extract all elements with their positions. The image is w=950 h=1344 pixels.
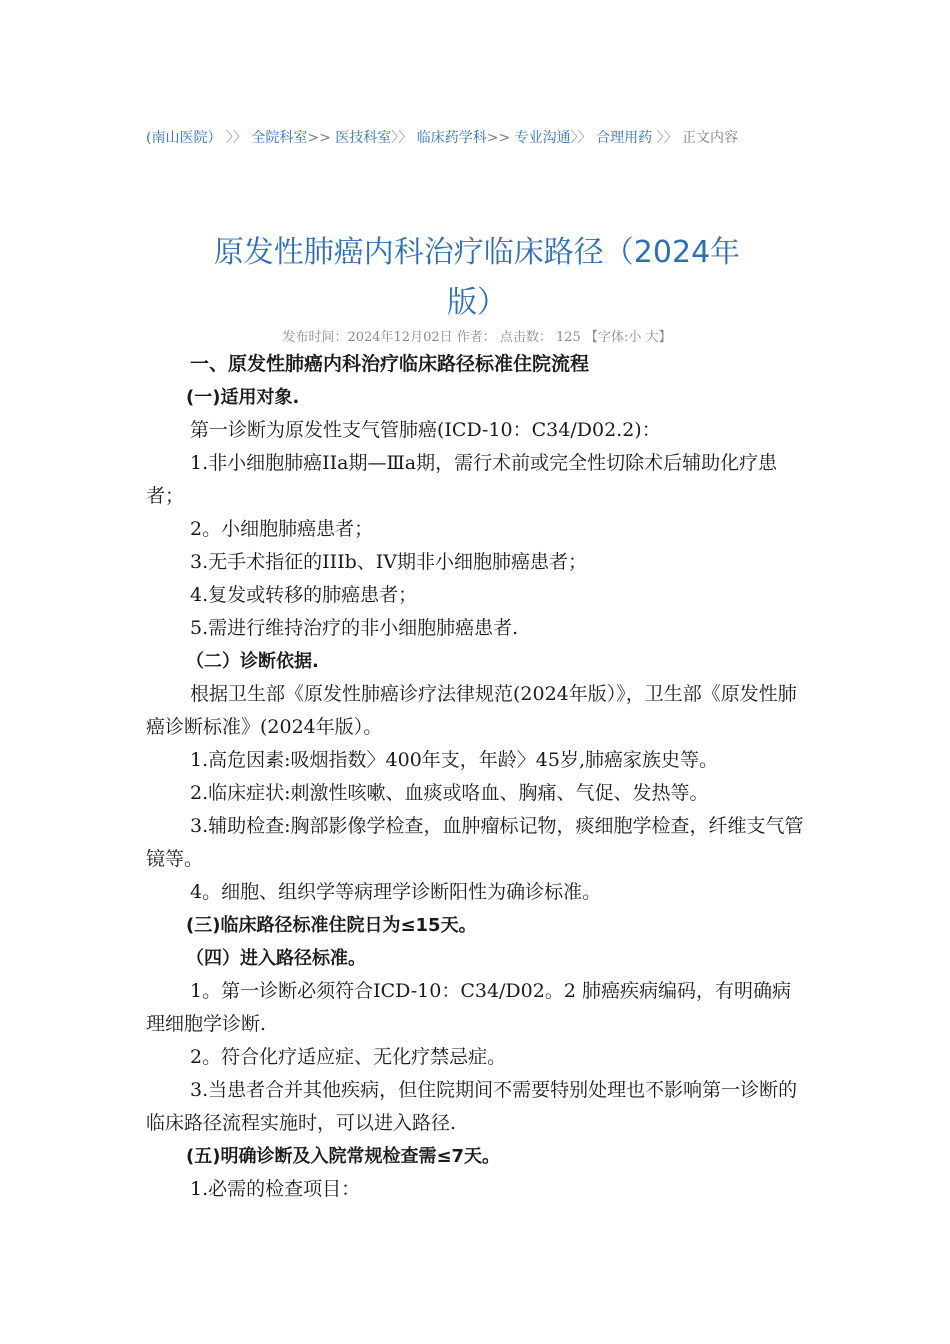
breadcrumb-item-pharmacy[interactable]: 临床药学科 — [416, 130, 487, 146]
body-paragraph: 3.当患者合并其他疾病，但住院期间不需要特别处理也不影响第一诊断的临床路径流程实施时，可以进入路径. — [146, 1079, 798, 1134]
breadcrumb-separator: >> — [486, 130, 515, 146]
breadcrumb — [146, 126, 808, 151]
body-paragraph: 2。符合化疗适应症、无化疗禁忌症。 — [190, 1046, 507, 1068]
page-title-line2: 版） — [447, 285, 507, 320]
subsection-heading: （二）诊断依据. — [186, 651, 319, 672]
font-size-label-open: 【字体: — [584, 330, 629, 345]
body-paragraph: 4.复发或转移的肺癌患者； — [190, 584, 418, 606]
breadcrumb-item-rational-drug-use[interactable]: 合理用药 — [596, 130, 653, 146]
body-paragraph: 2.临床症状:刺激性咳嗽、血痰或咯血、胸痛、气促、发热等。 — [190, 782, 709, 804]
body-paragraph: 3.辅助检查:胸部影像学检查，血肿瘤标记物，痰细胞学检查，纤维支气管镜等。 — [146, 815, 804, 870]
font-small-link[interactable]: 小 — [628, 330, 642, 345]
subsection-heading: (一)适用对象. — [186, 387, 300, 408]
breadcrumb-separator: >> — [307, 130, 336, 146]
breadcrumb-separator: 〉〉 — [391, 130, 417, 146]
subsection-heading: （四）进入路径标准。 — [186, 948, 366, 969]
breadcrumb-separator: 〉〉 — [652, 130, 683, 146]
publish-info: 发布时间：2024年12月02日 作者： 点击数： 125 — [282, 330, 585, 345]
page-title — [146, 228, 808, 328]
font-large-link[interactable]: 大 — [645, 330, 659, 345]
section-heading: 一、原发性肺癌内科治疗临床路径标准住院流程 — [190, 353, 590, 375]
body-paragraph: 5.需进行维持治疗的非小细胞肺癌患者. — [190, 617, 519, 639]
font-size-label-close: 】 — [658, 330, 672, 345]
body-paragraph: 1.高危因素:吸烟指数〉400年支，年龄〉45岁,肺癌家族史等。 — [190, 749, 719, 771]
breadcrumb-item-communication[interactable]: 专业沟通 — [514, 130, 571, 146]
body-paragraph: 2。小细胞肺癌患者； — [190, 518, 374, 540]
article-body — [146, 348, 808, 1206]
body-paragraph: 4。细胞、组织学等病理学诊断阳性为确诊标准。 — [190, 881, 602, 903]
body-paragraph: 3.无手术指征的IIIb、IV期非小细胞肺癌患者； — [190, 551, 588, 573]
breadcrumb-current: 正文内容 — [682, 130, 739, 146]
breadcrumb-separator: 〉〉 — [221, 130, 252, 146]
body-paragraph: 1.非小细胞肺癌IIa期—Ⅲa期，需行术前或完全性切除术后辅助化疗患者； — [146, 452, 778, 507]
subsection-heading: (五)明确诊断及入院常规检查需≤7天。 — [186, 1146, 501, 1167]
breadcrumb-item-medtech[interactable]: 医技科室 — [335, 130, 392, 146]
breadcrumb-item-nanshan[interactable]: (南山医院） — [146, 130, 222, 146]
body-paragraph: 1。第一诊断必须符合ICD-10：C34/D02。2 肺癌疾病编码，有明确病理细胞学诊断. — [146, 980, 791, 1035]
article-meta — [146, 328, 808, 348]
breadcrumb-separator: 〉〉 — [570, 130, 597, 146]
page-title-line1: 原发性肺癌内科治疗临床路径（2024年 — [213, 235, 741, 270]
subsection-heading: (三)临床路径标准住院日为≤15天。 — [186, 915, 477, 936]
body-paragraph: 根据卫生部《原发性肺癌诊疗法律规范(2024年版）》，卫生部《原发性肺癌诊断标准》(2024年版）。 — [146, 683, 797, 738]
breadcrumb-item-departments[interactable]: 全院科室 — [251, 130, 308, 146]
body-paragraph: 第一诊断为原发性支气管肺癌(ICD-10：C34/D02.2)： — [190, 419, 661, 441]
body-paragraph: 1.必需的检查项目： — [190, 1178, 361, 1200]
